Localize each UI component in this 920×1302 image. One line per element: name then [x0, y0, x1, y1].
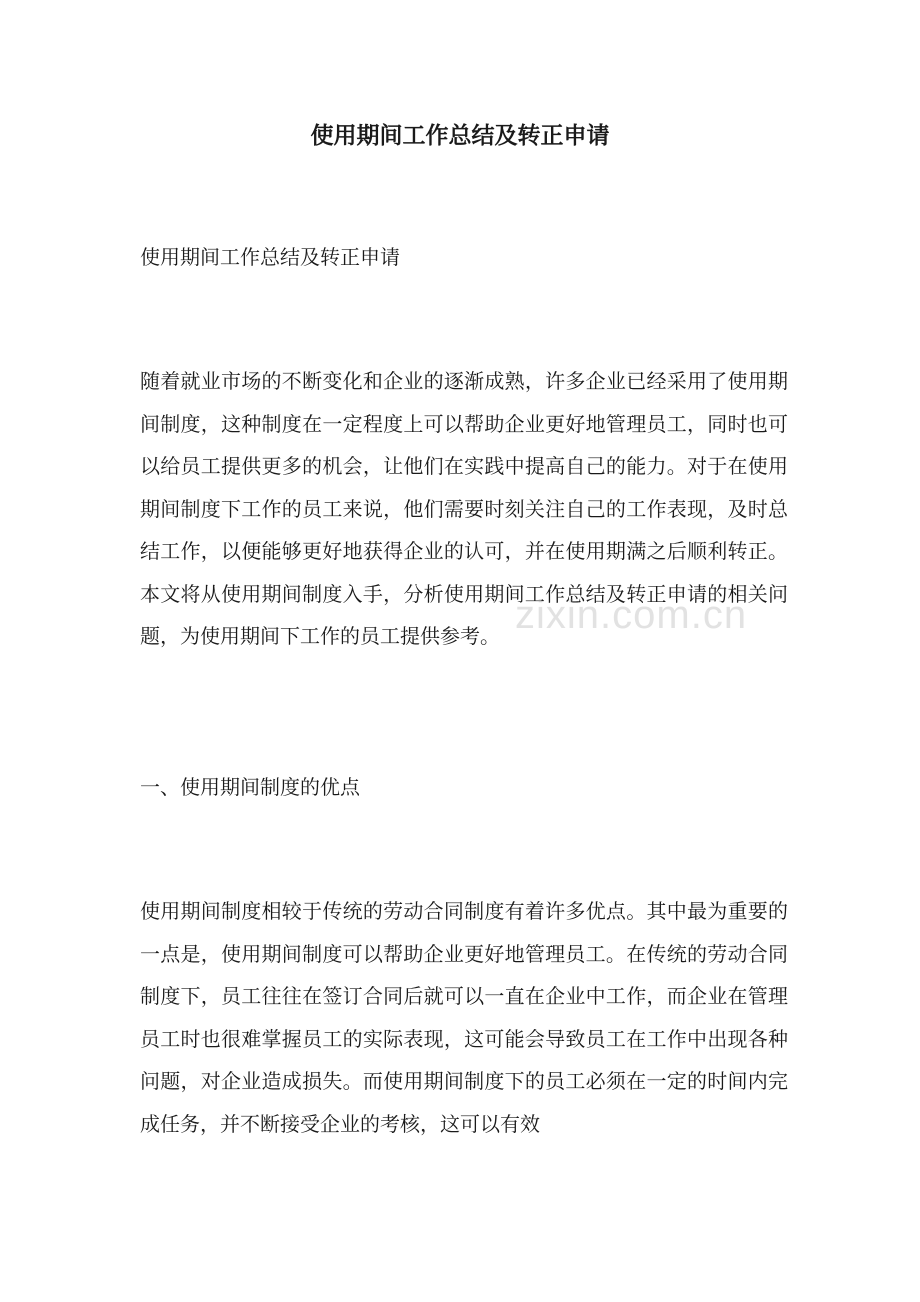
document-subtitle: 使用期间工作总结及转正申请 [140, 245, 400, 269]
intro-paragraph: 随着就业市场的不断变化和企业的逐渐成熟，许多企业已经采用了使用期间制度，这种制度在一定程度上可以帮助企业更好地管理员工，同时也可以给员工提供更多的机会，让他们在实践中提高自己的能力。对于在使用期间制度下工作的员工来说，他们需要时刻关注自己的工作表现，及时总结工作，以便能够更好地获得企业的认可，并在使用期满之后顺利转正。本文将从使用期间制度入手，分析使用期间工作总结及转正申请的相关问题，为使用期间下工作的员工提供参考。 [140, 369, 788, 648]
section-heading-advantages: 一、使用期间制度的优点 [140, 775, 360, 799]
watermark: zixin.com.cn [515, 593, 748, 637]
advantages-paragraph: 使用期间制度相较于传统的劳动合同制度有着许多优点。其中最为重要的一点是，使用期间制度可以帮助企业更好地管理员工。在传统的劳动合同制度下，员工往往在签订合同后就可以一直在企业中工作，而企业在管理员工时也很难掌握员工的实际表现，这可能会导致员工在工作中出现各种问题，对企业造成损失。而使用期间制度下的员工必须在一定的时间内完成任务，并不断接受企业的考核，这可以有效 [140, 899, 788, 1136]
document-title: 使用期间工作总结及转正申请 [310, 122, 610, 149]
